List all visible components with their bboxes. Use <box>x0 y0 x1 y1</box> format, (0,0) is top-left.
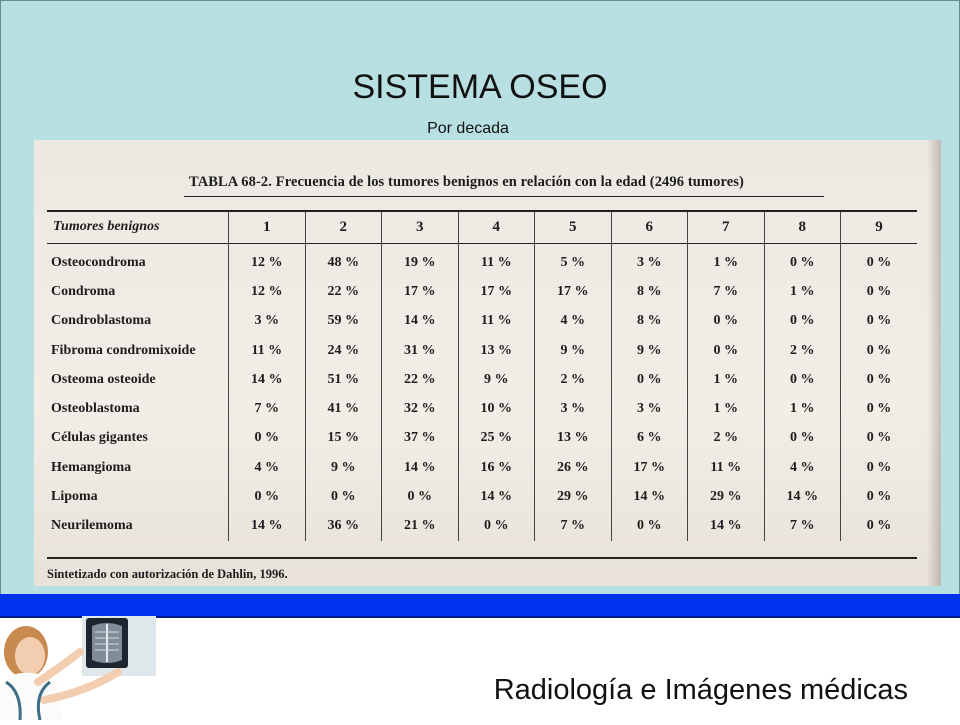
percentage-cell: 0 % <box>764 242 841 277</box>
percentage-cell: 11 % <box>458 307 535 336</box>
percentage-cell: 0 % <box>688 336 765 365</box>
table-row <box>47 424 917 453</box>
percentage-cell: 29 % <box>688 482 765 511</box>
percentage-cell: 0 % <box>305 482 382 511</box>
table-row <box>47 336 917 365</box>
decade-header: 4 <box>458 212 535 242</box>
percentage-cell: 9 % <box>305 453 382 482</box>
percentage-cell: 2 % <box>764 336 841 365</box>
slide-title: SISTEMA OSEO <box>352 68 608 106</box>
percentage-cell: 3 % <box>611 242 688 277</box>
percentage-cell: 1 % <box>688 365 765 394</box>
percentage-cell: 48 % <box>305 242 382 277</box>
percentage-cell: 0 % <box>841 394 918 423</box>
percentage-cell: 1 % <box>764 277 841 306</box>
percentage-cell: 0 % <box>841 242 918 277</box>
percentage-cell: 1 % <box>764 394 841 423</box>
tumor-name-cell: Osteocondroma <box>51 254 146 270</box>
table-caption: TABLA 68-2. Frecuencia de los tumores benignos en relación con la edad (2496 tumores) <box>189 174 744 190</box>
percentage-cell: 0 % <box>764 365 841 394</box>
doctor-xray-icon <box>0 616 160 720</box>
percentage-cell: 2 % <box>688 424 765 453</box>
tumor-name-cell: Osteoblastoma <box>51 401 140 417</box>
percentage-cell: 17 % <box>458 277 535 306</box>
percentage-cell: 12 % <box>229 277 306 306</box>
tumor-name-cell: Condroblastoma <box>51 313 152 329</box>
percentage-cell: 37 % <box>382 424 459 453</box>
percentage-cell: 0 % <box>229 424 306 453</box>
percentage-cell: 0 % <box>229 482 306 511</box>
percentage-cell: 15 % <box>305 424 382 453</box>
percentage-cell: 0 % <box>764 424 841 453</box>
table-header-row <box>47 212 917 242</box>
percentage-cell: 59 % <box>305 307 382 336</box>
percentage-cell: 3 % <box>611 394 688 423</box>
percentage-cell: 7 % <box>764 512 841 541</box>
tumor-name-cell: Células gigantes <box>51 430 148 446</box>
percentage-cell: 3 % <box>229 307 306 336</box>
percentage-cell: 9 % <box>611 336 688 365</box>
percentage-cell: 21 % <box>382 512 459 541</box>
percentage-cell: 0 % <box>611 512 688 541</box>
percentage-cell: 0 % <box>841 277 918 306</box>
percentage-cell: 0 % <box>382 482 459 511</box>
percentage-cell: 17 % <box>611 453 688 482</box>
percentage-cell: 14 % <box>229 365 306 394</box>
tumor-name-cell: Hemangioma <box>51 459 132 475</box>
percentage-cell: 16 % <box>458 453 535 482</box>
footer-blue-band <box>0 594 960 618</box>
table-row <box>47 482 917 511</box>
percentage-cell: 5 % <box>535 242 612 277</box>
row-header-cell: Tumores benignos <box>53 219 160 234</box>
table-row <box>47 307 917 336</box>
percentage-cell: 0 % <box>841 365 918 394</box>
table-row <box>47 242 917 277</box>
percentage-cell: 14 % <box>382 307 459 336</box>
percentage-cell: 7 % <box>535 512 612 541</box>
percentage-cell: 4 % <box>229 453 306 482</box>
percentage-cell: 13 % <box>535 424 612 453</box>
percentage-cell: 4 % <box>764 453 841 482</box>
table-row <box>47 512 917 541</box>
percentage-cell: 8 % <box>611 277 688 306</box>
percentage-cell: 22 % <box>382 365 459 394</box>
tumor-name-cell: Lipoma <box>51 489 98 505</box>
table-row <box>47 365 917 394</box>
percentage-cell: 0 % <box>458 512 535 541</box>
table-source-note: Sintetizado con autorización de Dahlin, 1996. <box>47 567 288 581</box>
footer-caption: Radiología e Imágenes médicas <box>493 674 908 706</box>
tumor-name-cell: Osteoma osteoide <box>51 371 156 387</box>
tumor-name-cell: Neurilemoma <box>51 518 133 534</box>
slide-subtitle: Por decada <box>427 120 509 137</box>
decade-header: 1 <box>229 212 306 242</box>
percentage-cell: 0 % <box>841 336 918 365</box>
percentage-cell: 0 % <box>841 453 918 482</box>
table-row <box>47 277 917 306</box>
percentage-cell: 0 % <box>688 307 765 336</box>
percentage-cell: 14 % <box>458 482 535 511</box>
percentage-cell: 29 % <box>535 482 612 511</box>
percentage-cell: 0 % <box>764 307 841 336</box>
percentage-cell: 41 % <box>305 394 382 423</box>
percentage-cell: 13 % <box>458 336 535 365</box>
percentage-cell: 31 % <box>382 336 459 365</box>
tumor-name-cell: Condroma <box>51 283 116 299</box>
percentage-cell: 26 % <box>535 453 612 482</box>
percentage-cell: 2 % <box>535 365 612 394</box>
decade-header: 8 <box>764 212 841 242</box>
decade-header: 2 <box>305 212 382 242</box>
decade-header: 3 <box>382 212 459 242</box>
percentage-cell: 51 % <box>305 365 382 394</box>
percentage-cell: 7 % <box>229 394 306 423</box>
percentage-cell: 32 % <box>382 394 459 423</box>
percentage-cell: 14 % <box>688 512 765 541</box>
caption-underline <box>184 196 824 197</box>
percentage-cell: 14 % <box>229 512 306 541</box>
percentage-cell: 0 % <box>841 512 918 541</box>
percentage-cell: 0 % <box>841 482 918 511</box>
percentage-cell: 11 % <box>458 242 535 277</box>
percentage-cell: 9 % <box>458 365 535 394</box>
percentage-cell: 0 % <box>841 424 918 453</box>
percentage-cell: 14 % <box>764 482 841 511</box>
scanned-table-image <box>34 140 941 586</box>
tumor-name-cell: Fibroma condromixoide <box>51 342 196 358</box>
percentage-cell: 1 % <box>688 242 765 277</box>
percentage-cell: 4 % <box>535 307 612 336</box>
percentage-cell: 17 % <box>382 277 459 306</box>
percentage-cell: 1 % <box>688 394 765 423</box>
decade-header: 9 <box>841 212 918 242</box>
percentage-cell: 14 % <box>382 453 459 482</box>
table-row <box>47 453 917 482</box>
percentage-cell: 7 % <box>688 277 765 306</box>
decade-header: 7 <box>688 212 765 242</box>
percentage-cell: 25 % <box>458 424 535 453</box>
percentage-cell: 17 % <box>535 277 612 306</box>
table-row <box>47 394 917 423</box>
percentage-cell: 3 % <box>535 394 612 423</box>
percentage-cell: 9 % <box>535 336 612 365</box>
percentage-cell: 12 % <box>229 242 306 277</box>
percentage-cell: 11 % <box>229 336 306 365</box>
percentage-cell: 14 % <box>611 482 688 511</box>
percentage-cell: 11 % <box>688 453 765 482</box>
tumor-frequency-table <box>47 212 917 541</box>
percentage-cell: 6 % <box>611 424 688 453</box>
decade-header: 5 <box>535 212 612 242</box>
percentage-cell: 24 % <box>305 336 382 365</box>
percentage-cell: 0 % <box>841 307 918 336</box>
percentage-cell: 19 % <box>382 242 459 277</box>
table-bottom-rule <box>47 557 917 559</box>
percentage-cell: 22 % <box>305 277 382 306</box>
percentage-cell: 8 % <box>611 307 688 336</box>
percentage-cell: 10 % <box>458 394 535 423</box>
percentage-cell: 36 % <box>305 512 382 541</box>
percentage-cell: 0 % <box>611 365 688 394</box>
decade-header: 6 <box>611 212 688 242</box>
